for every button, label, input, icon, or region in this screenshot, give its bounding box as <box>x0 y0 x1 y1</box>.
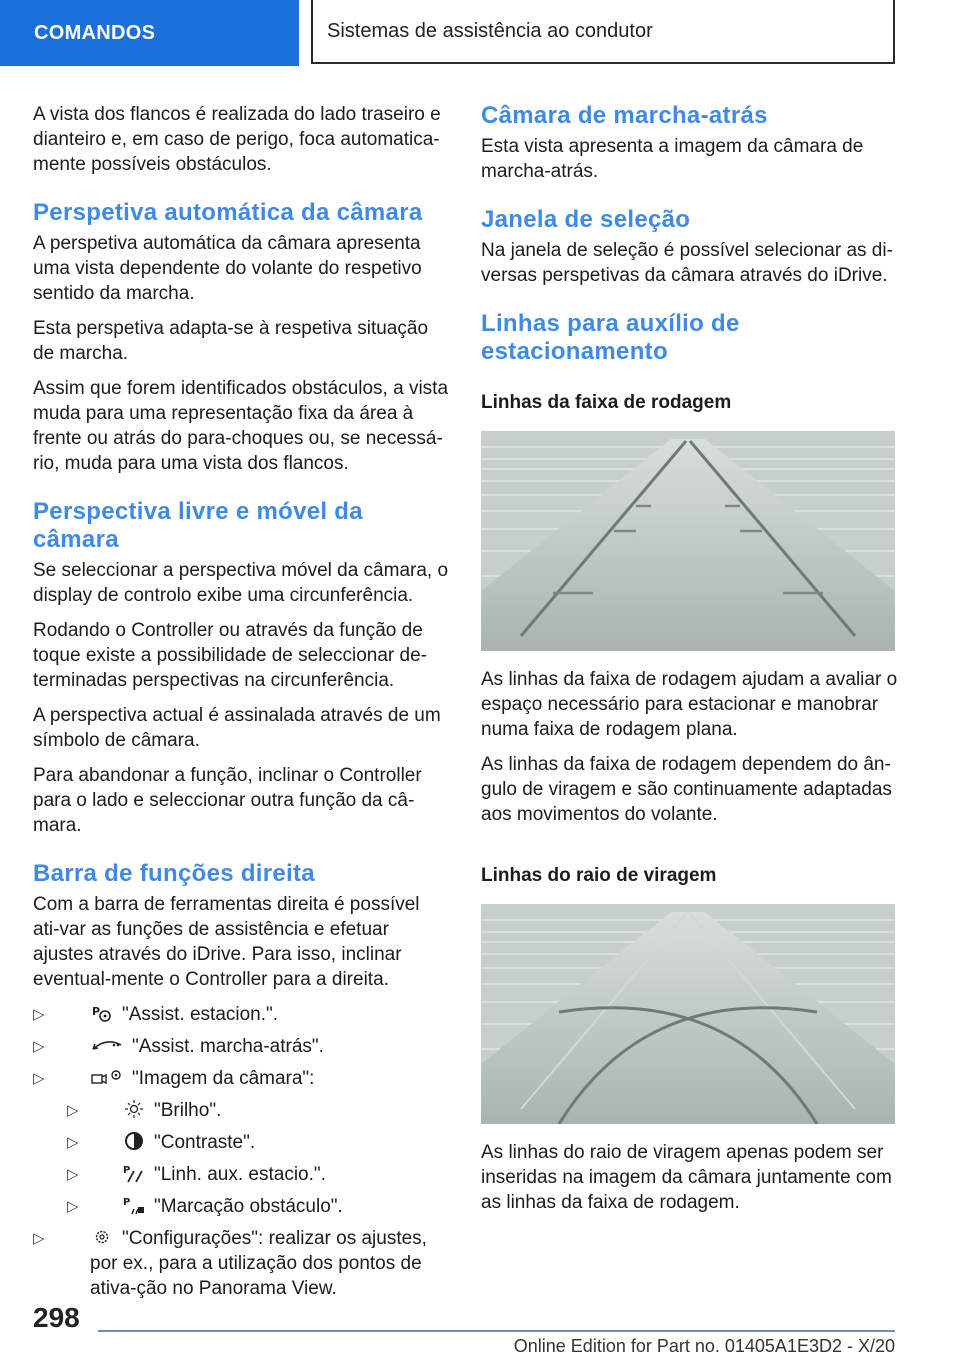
lane-lines-illustration <box>481 431 895 651</box>
list-item-label: "Contraste". <box>154 1132 256 1153</box>
paragraph: Se seleccionar a perspectiva móvel da câmara, o display de controlo exibe uma circunferência. <box>33 560 449 606</box>
paragraph: As linhas do raio de viragem apenas podem ser inseridas na imagem da câmara juntamente com as linhas da faixa de rodagem. <box>481 1142 892 1213</box>
heading-function-bar: Barra de funções direita <box>33 860 315 887</box>
paragraph: A perspectiva actual é assinalada através de um símbolo de câmara. <box>33 705 441 751</box>
reverse-assist-icon <box>90 1035 124 1055</box>
list-item-label: "Linh. aux. estacio.". <box>154 1164 326 1185</box>
footer-divider <box>98 1330 895 1332</box>
subheading-turning-lines: Linhas do raio de viragem <box>481 865 717 886</box>
bullet-triangle-icon: ▷ <box>33 1006 45 1023</box>
park-assist-icon <box>90 1003 114 1023</box>
gear-icon <box>90 1227 114 1247</box>
subheading-lane-lines: Linhas da faixa de rodagem <box>481 392 732 413</box>
bullet-triangle-icon: ▷ <box>33 1070 45 1087</box>
heading-parking-lines: Linhas para auxílio de estacionamento <box>481 310 740 365</box>
paragraph: Esta vista apresenta a imagem da câmara de marcha-atrás. <box>481 136 864 182</box>
heading-free-perspective: Perspectiva livre e móvel da câmara <box>33 498 363 553</box>
list-item <box>33 1066 451 1219</box>
bullet-triangle-icon: ▷ <box>67 1134 79 1151</box>
paragraph: Para abandonar a função, inclinar o Controller para o lado e seleccionar outra função da câ-mara. <box>33 765 422 836</box>
bullet-triangle-icon: ▷ <box>67 1198 79 1215</box>
list-item <box>33 1002 451 1027</box>
bullet-triangle-icon: ▷ <box>33 1230 45 1247</box>
chapter-header <box>311 0 895 64</box>
camera-settings-icon <box>90 1067 124 1087</box>
section-title: COMANDOS <box>34 21 156 44</box>
list-item <box>67 1194 451 1219</box>
paragraph: A perspetiva automática da câmara apresenta uma vista dependente do volante do respetivo sentido da marcha. <box>33 233 422 304</box>
list-item <box>67 1162 451 1187</box>
paragraph: Rodando o Controller ou através da função de toque existe a possibilidade de seleccionar de-terminadas perspectivas na circunferência. <box>33 620 427 691</box>
list-item <box>33 1226 451 1301</box>
right-column <box>481 102 899 1225</box>
paragraph: As linhas da faixa de rodagem ajudam a avaliar o espaço necessário para estacionar e manobrar numa faixa de rodagem plana. <box>481 669 898 740</box>
heading-rear-camera: Câmara de marcha-atrás <box>481 102 768 129</box>
paragraph: Esta perspetiva adapta-se à respetiva situação de marcha. <box>33 318 429 364</box>
chapter-title: Sistemas de assistência ao condutor <box>327 19 653 42</box>
list-item <box>67 1130 451 1155</box>
left-column <box>33 102 451 1308</box>
heading-auto-perspective: Perspetiva automática da câmara <box>33 199 423 226</box>
section-tab <box>0 0 299 66</box>
paragraph: As linhas da faixa de rodagem dependem do ân-gulo de viragem e são continuamente adaptadas aos movimentos do volante. <box>481 754 892 825</box>
bullet-triangle-icon: ▷ <box>67 1166 79 1183</box>
turning-radius-illustration <box>481 904 895 1124</box>
paragraph: Assim que forem identificados obstáculos, a vista muda para uma representação fixa da área à frente ou atrás do para-choques ou, se necessá-rio, muda para uma vista dos flancos. <box>33 378 449 474</box>
paragraph: Com a barra de ferramentas direita é possível ati-var as funções de assistência e efetuar ajustes através do iDrive. Para isso, inclinar eventual-mente o Controller para a direita. <box>33 894 420 990</box>
list-item <box>67 1098 451 1123</box>
function-list <box>33 1002 451 1301</box>
page-number: 298 <box>33 1302 80 1333</box>
list-item-label: "Assist. estacion.". <box>122 1004 279 1025</box>
edition-text: Online Edition for Part no. 01405A1E3D2 - X/20 <box>513 1336 895 1356</box>
bullet-triangle-icon: ▷ <box>67 1102 79 1119</box>
bullet-triangle-icon: ▷ <box>33 1038 45 1055</box>
parking-lines-icon <box>122 1163 146 1183</box>
heading-selection-window: Janela de seleção <box>481 206 691 233</box>
list-item-label: "Configurações": realizar os ajustes, por ex., para a utilização dos pontos de ativa-ção no Panorama View. <box>90 1228 427 1299</box>
list-item-label: "Brilho". <box>154 1100 222 1121</box>
camera-image-sublist <box>67 1098 451 1219</box>
list-item-label: "Assist. marcha-atrás". <box>132 1036 324 1057</box>
list-item <box>33 1034 451 1059</box>
list-item-label: "Marcação obstáculo". <box>154 1196 343 1217</box>
paragraph: Na janela de seleção é possível selecionar as di-versas perspetivas da câmara através do iDrive. <box>481 240 893 286</box>
intro-paragraph: A vista dos flancos é realizada do lado traseiro e dianteiro e, em caso de perigo, foca automatica-mente possíveis obstáculos. <box>33 104 441 175</box>
svg-text:P: P <box>123 1197 131 1208</box>
svg-text:P: P <box>92 1005 101 1018</box>
list-item-label: "Imagem da câmara": <box>132 1068 315 1089</box>
obstacle-marking-icon <box>122 1195 146 1215</box>
svg-text:P: P <box>123 1165 131 1176</box>
brightness-icon <box>122 1099 146 1119</box>
contrast-icon <box>122 1131 146 1151</box>
